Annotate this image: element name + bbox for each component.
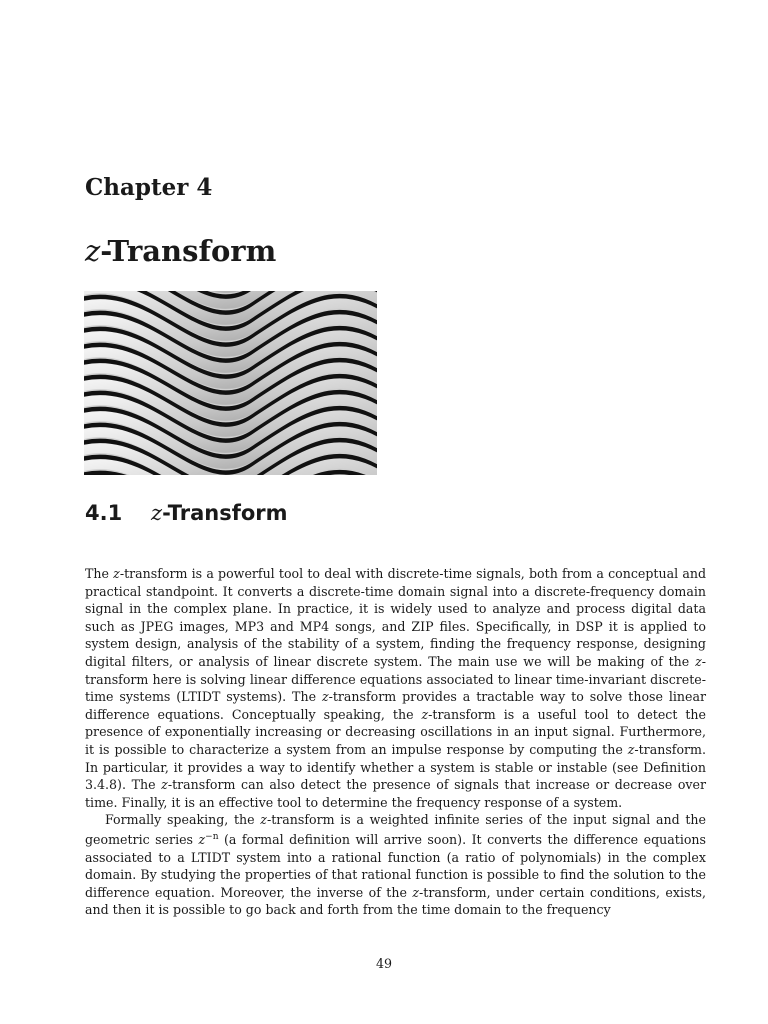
section-heading: [85, 501, 288, 525]
paragraph-1: The z-transform is a powerful tool to deal with discrete-time signals, both from a conceptual and practical standpoint. It converts a discrete-time domain signal into a discrete-frequency domain signal in the complex plane. In practice, it is widely used to analyze and process digital data such as JPEG images, MP3 and MP4 songs, and ZIP files. Specifically, in DSP it is applied to system design, analysis of the stability of a system, finding the frequency response, designing digital filters, or analysis of linear discrete system. The main use we will be making of the z-transform here is solving linear difference equations associated to linear time-invariant discrete-time systems (LTIDT systems). The z-transform provides a tractable way to solve those linear difference equations. Conceptually speaking, the z-transform is a useful tool to detect the presence of exponentially increasing or decreasing oscillations in an input signal. Furthermore, it is possible to characterize a system from an impulse response by computing the z-transform. In particular, it provides a way to identify whether a system is stable or instable (see Definition 3.4.8). The z-transform can also detect the presence of signals that increase or decrease over time. Finally, it is an effective tool to determine the frequency response of a system.: [85, 566, 706, 810]
chapter-title-variable: z: [85, 234, 101, 268]
page-number: 49: [375, 956, 393, 971]
section-number: 4.1: [85, 501, 123, 525]
paragraph-2: Formally speaking, the z-transform is a weighted infinite series of the input signal and the geometric series $z^{-n}$ (a formal definition will arrive soon). It converts the difference equations associated to a LTIDT system into a rational function (a ratio of polynomials) in the complex domain. By studying the properties of that rational function is possible to find the solution to the difference equation. Moreover, the inverse of the z-transform, under certain conditions, exists, and then it is possible to go back and forth from the time domain to the frequency: [85, 812, 706, 918]
chapter-label: Chapter 4: [85, 174, 213, 201]
chapter-title-text: -Transform: [100, 234, 277, 268]
section-title-text: -Transform: [162, 501, 288, 525]
body-text: [85, 565, 706, 919]
wave-bands: [84, 291, 377, 475]
chapter-title: [85, 234, 276, 268]
chapter-cover-image: [84, 291, 377, 475]
section-title-variable: z: [151, 501, 163, 525]
wavy-abstract-image: [84, 291, 377, 475]
